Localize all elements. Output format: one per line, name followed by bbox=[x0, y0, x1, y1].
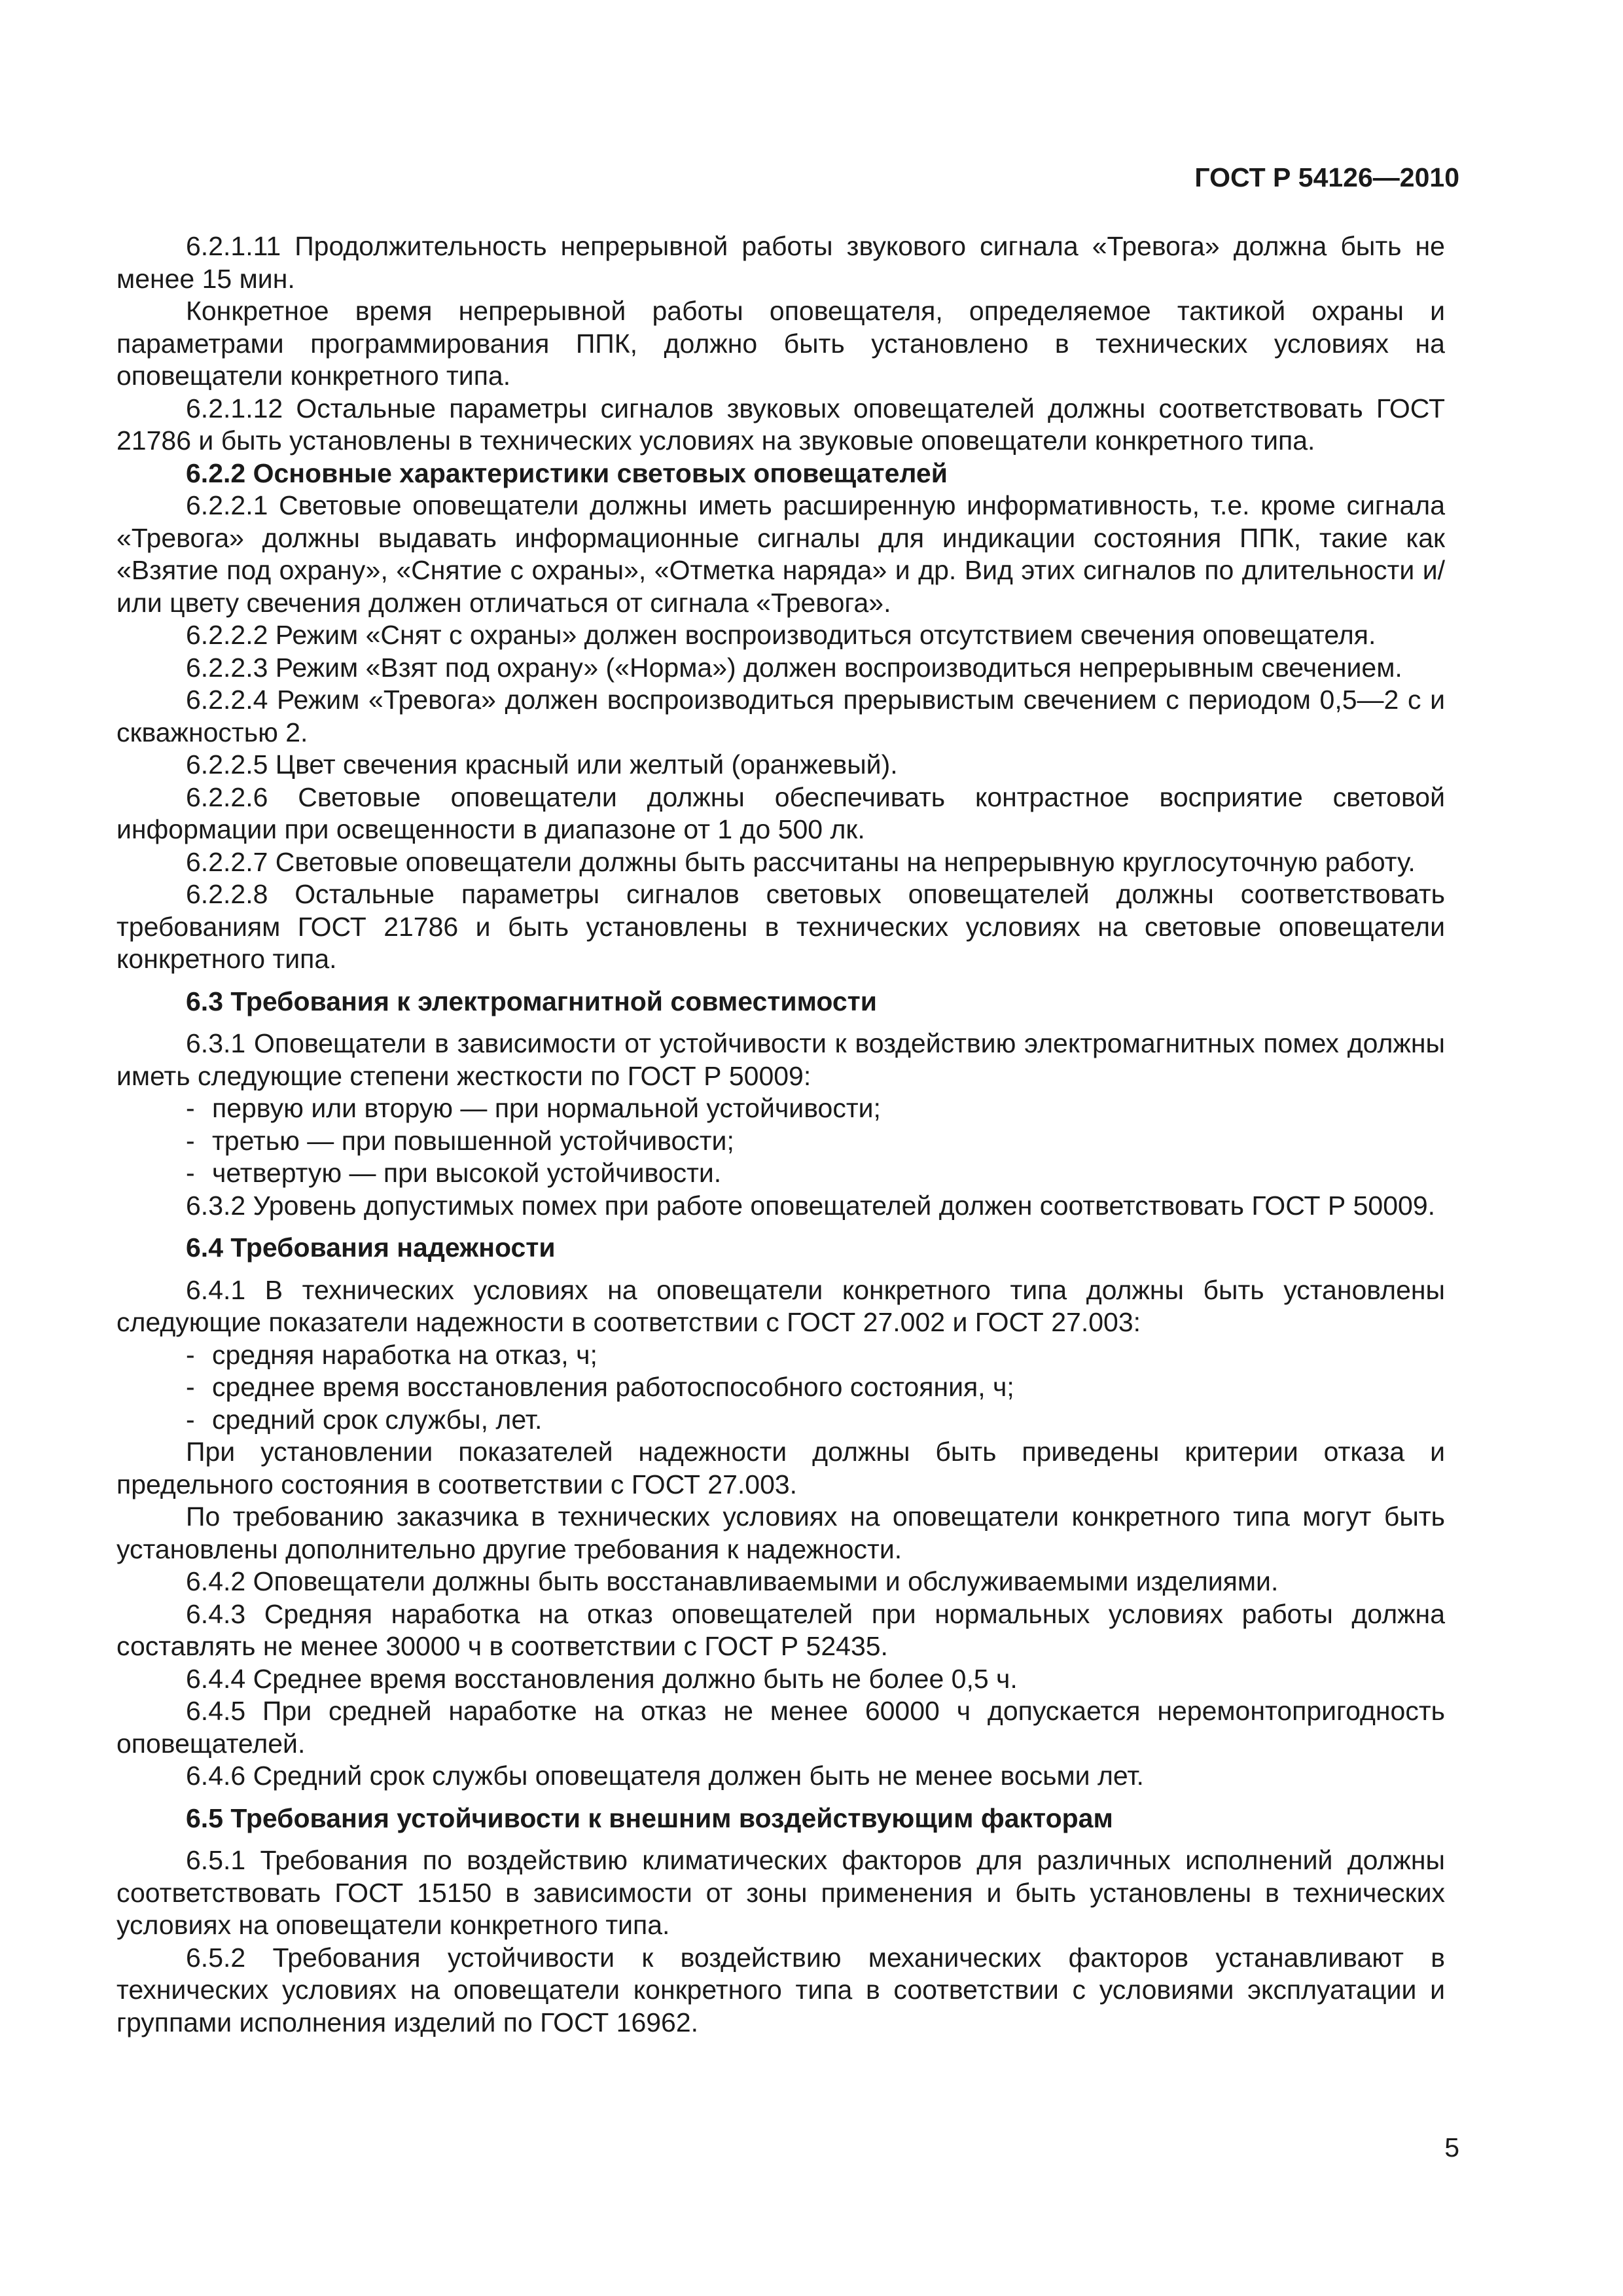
list-item bbox=[116, 1404, 1445, 1437]
document-code: ГОСТ Р 54126—2010 bbox=[1194, 162, 1459, 192]
list-item-text: средняя наработка на отказ, ч; bbox=[212, 1339, 597, 1370]
paragraph: 6.4.6 Средний срок службы оповещателя должен быть не менее восьми лет. bbox=[186, 1761, 1144, 1791]
paragraph: 6.4.4 Среднее время восстановления должно быть не более 0,5 ч. bbox=[186, 1663, 1018, 1694]
paragraph: 6.2.2.7 Световые оповещатели должны быть рассчитаны на непрерывную круглосуточную работу. bbox=[186, 846, 1416, 877]
list-item bbox=[116, 1339, 1445, 1372]
section-heading: 6.3 Требования к электромагнитной совместимости bbox=[186, 986, 877, 1016]
list-dash: - bbox=[186, 1372, 195, 1402]
section-heading: 6.2.2 Основные характеристики световых оповещателей bbox=[186, 457, 948, 488]
paragraph: При установлении показателей надежности должны быть приведены критерии отказа и предельного состояния в соответствии с ГОСТ 27.003. bbox=[116, 1437, 1445, 1499]
paragraph: 6.4.5 При средней наработке на отказ не менее 60000 ч допускается неремонтопригодность оповещателей. bbox=[116, 1696, 1445, 1759]
paragraph: 6.2.2.8 Остальные параметры сигналов световых оповещателей должны соответствовать требованиям ГОСТ 21786 и быть установлены в технических условиях на световые оповещатели конкретного типа. bbox=[116, 879, 1445, 974]
paragraph: 6.2.2.1 Световые оповещатели должны иметь расширенную информативность, т.е. кроме сигнала «Тревога» должны выдавать информационные сигналы для индикации состояния ППК, такие как «Взятие под охрану», «Снятие с охраны», «Отметка наряда» и др. Вид этих сигналов по длительности и/или цвету свечения должен отличаться от сигнала «Тревога». bbox=[116, 490, 1445, 618]
list-dash: - bbox=[186, 1125, 195, 1156]
section-heading: 6.5 Требования устойчивости к внешним воздействующим факторам bbox=[186, 1803, 1113, 1833]
list-item-text: четвертую — при высокой устойчивости. bbox=[212, 1158, 722, 1188]
section-heading: 6.4 Требования надежности bbox=[186, 1232, 556, 1263]
list-item bbox=[116, 1092, 1445, 1125]
list-item bbox=[116, 1157, 1445, 1190]
paragraph: 6.2.2.2 Режим «Снят с охраны» должен воспроизводиться отсутствием свечения оповещателя. bbox=[186, 620, 1376, 650]
paragraph: 6.4.3 Средняя наработка на отказ оповещателей при нормальных условиях работы должна составлять не менее 30000 ч в соответствии с ГОСТ Р 52435. bbox=[116, 1598, 1445, 1661]
paragraph: 6.5.1 Требования по воздействию климатических факторов для различных исполнений должны соответствовать ГОСТ 15150 в зависимости от зоны применения и быть установлены в технических условиях на оповещатели конкретного типа. bbox=[116, 1845, 1445, 1940]
paragraph: 6.3.2 Уровень допустимых помех при работе оповещателей должен соответствовать ГОСТ Р 50009. bbox=[186, 1190, 1436, 1221]
list-dash: - bbox=[186, 1093, 195, 1123]
paragraph: По требованию заказчика в технических условиях на оповещатели конкретного типа могут быть установлены дополнительно другие требования к надежности. bbox=[116, 1501, 1445, 1564]
document-body bbox=[116, 230, 1445, 2039]
paragraph: 6.3.1 Оповещатели в зависимости от устойчивости к воздействию электромагнитных помех должны иметь следующие степени жесткости по ГОСТ Р 50009: bbox=[116, 1028, 1445, 1091]
list-item-text: средний срок службы, лет. bbox=[212, 1404, 543, 1435]
paragraph: 6.4.1 В технических условиях на оповещатели конкретного типа должны быть установлены следующие показатели надежности в соответствии с ГОСТ 27.002 и ГОСТ 27.003: bbox=[116, 1274, 1445, 1337]
paragraph: 6.2.1.11 Продолжительность непрерывной работы звукового сигнала «Тревога» должна быть не менее 15 мин. bbox=[116, 231, 1445, 294]
paragraph: 6.2.1.12 Остальные параметры сигналов звуковых оповещателей должны соответствовать ГОСТ 21786 и быть установлены в технических условиях на звуковые оповещатели конкретного типа. bbox=[116, 393, 1445, 456]
paragraph: 6.2.2.3 Режим «Взят под охрану» («Норма») должен воспроизводиться непрерывным свечением. bbox=[186, 652, 1402, 683]
paragraph: 6.4.2 Оповещатели должны быть восстанавливаемыми и обслуживаемыми изделиями. bbox=[186, 1566, 1279, 1596]
paragraph: 6.2.2.4 Режим «Тревога» должен воспроизводиться прерывистым свечением с периодом 0,5—2 с и скважностью 2. bbox=[116, 685, 1445, 747]
list-dash: - bbox=[186, 1158, 195, 1188]
list-dash: - bbox=[186, 1404, 195, 1435]
list-dash: - bbox=[186, 1339, 195, 1370]
paragraph: 6.2.2.5 Цвет свечения красный или желтый (оранжевый). bbox=[186, 749, 898, 780]
list-item bbox=[116, 1371, 1445, 1404]
page-number: 5 bbox=[1444, 2132, 1459, 2162]
paragraph: 6.2.2.6 Световые оповещатели должны обеспечивать контрастное восприятие световой информации при освещенности в диапазоне от 1 до 500 лк. bbox=[116, 781, 1445, 844]
list-item bbox=[116, 1125, 1445, 1158]
paragraph: Конкретное время непрерывной работы оповещателя, определяемое тактикой охраны и параметрами программирования ППК, должно быть установлено в технических условиях на оповещатели конкретного типа. bbox=[116, 296, 1445, 391]
list-item-text: первую или вторую — при нормальной устойчивости; bbox=[212, 1093, 881, 1123]
list-item-text: третью — при повышенной устойчивости; bbox=[212, 1125, 734, 1156]
paragraph: 6.5.2 Требования устойчивости к воздействию механических факторов устанавливают в технических условиях на оповещатели конкретного типа в соответствии с условиями эксплуатации и группами исполнения изделий по ГОСТ 16962. bbox=[116, 1942, 1445, 2037]
list-item-text: среднее время восстановления работоспособного состояния, ч; bbox=[212, 1372, 1014, 1402]
